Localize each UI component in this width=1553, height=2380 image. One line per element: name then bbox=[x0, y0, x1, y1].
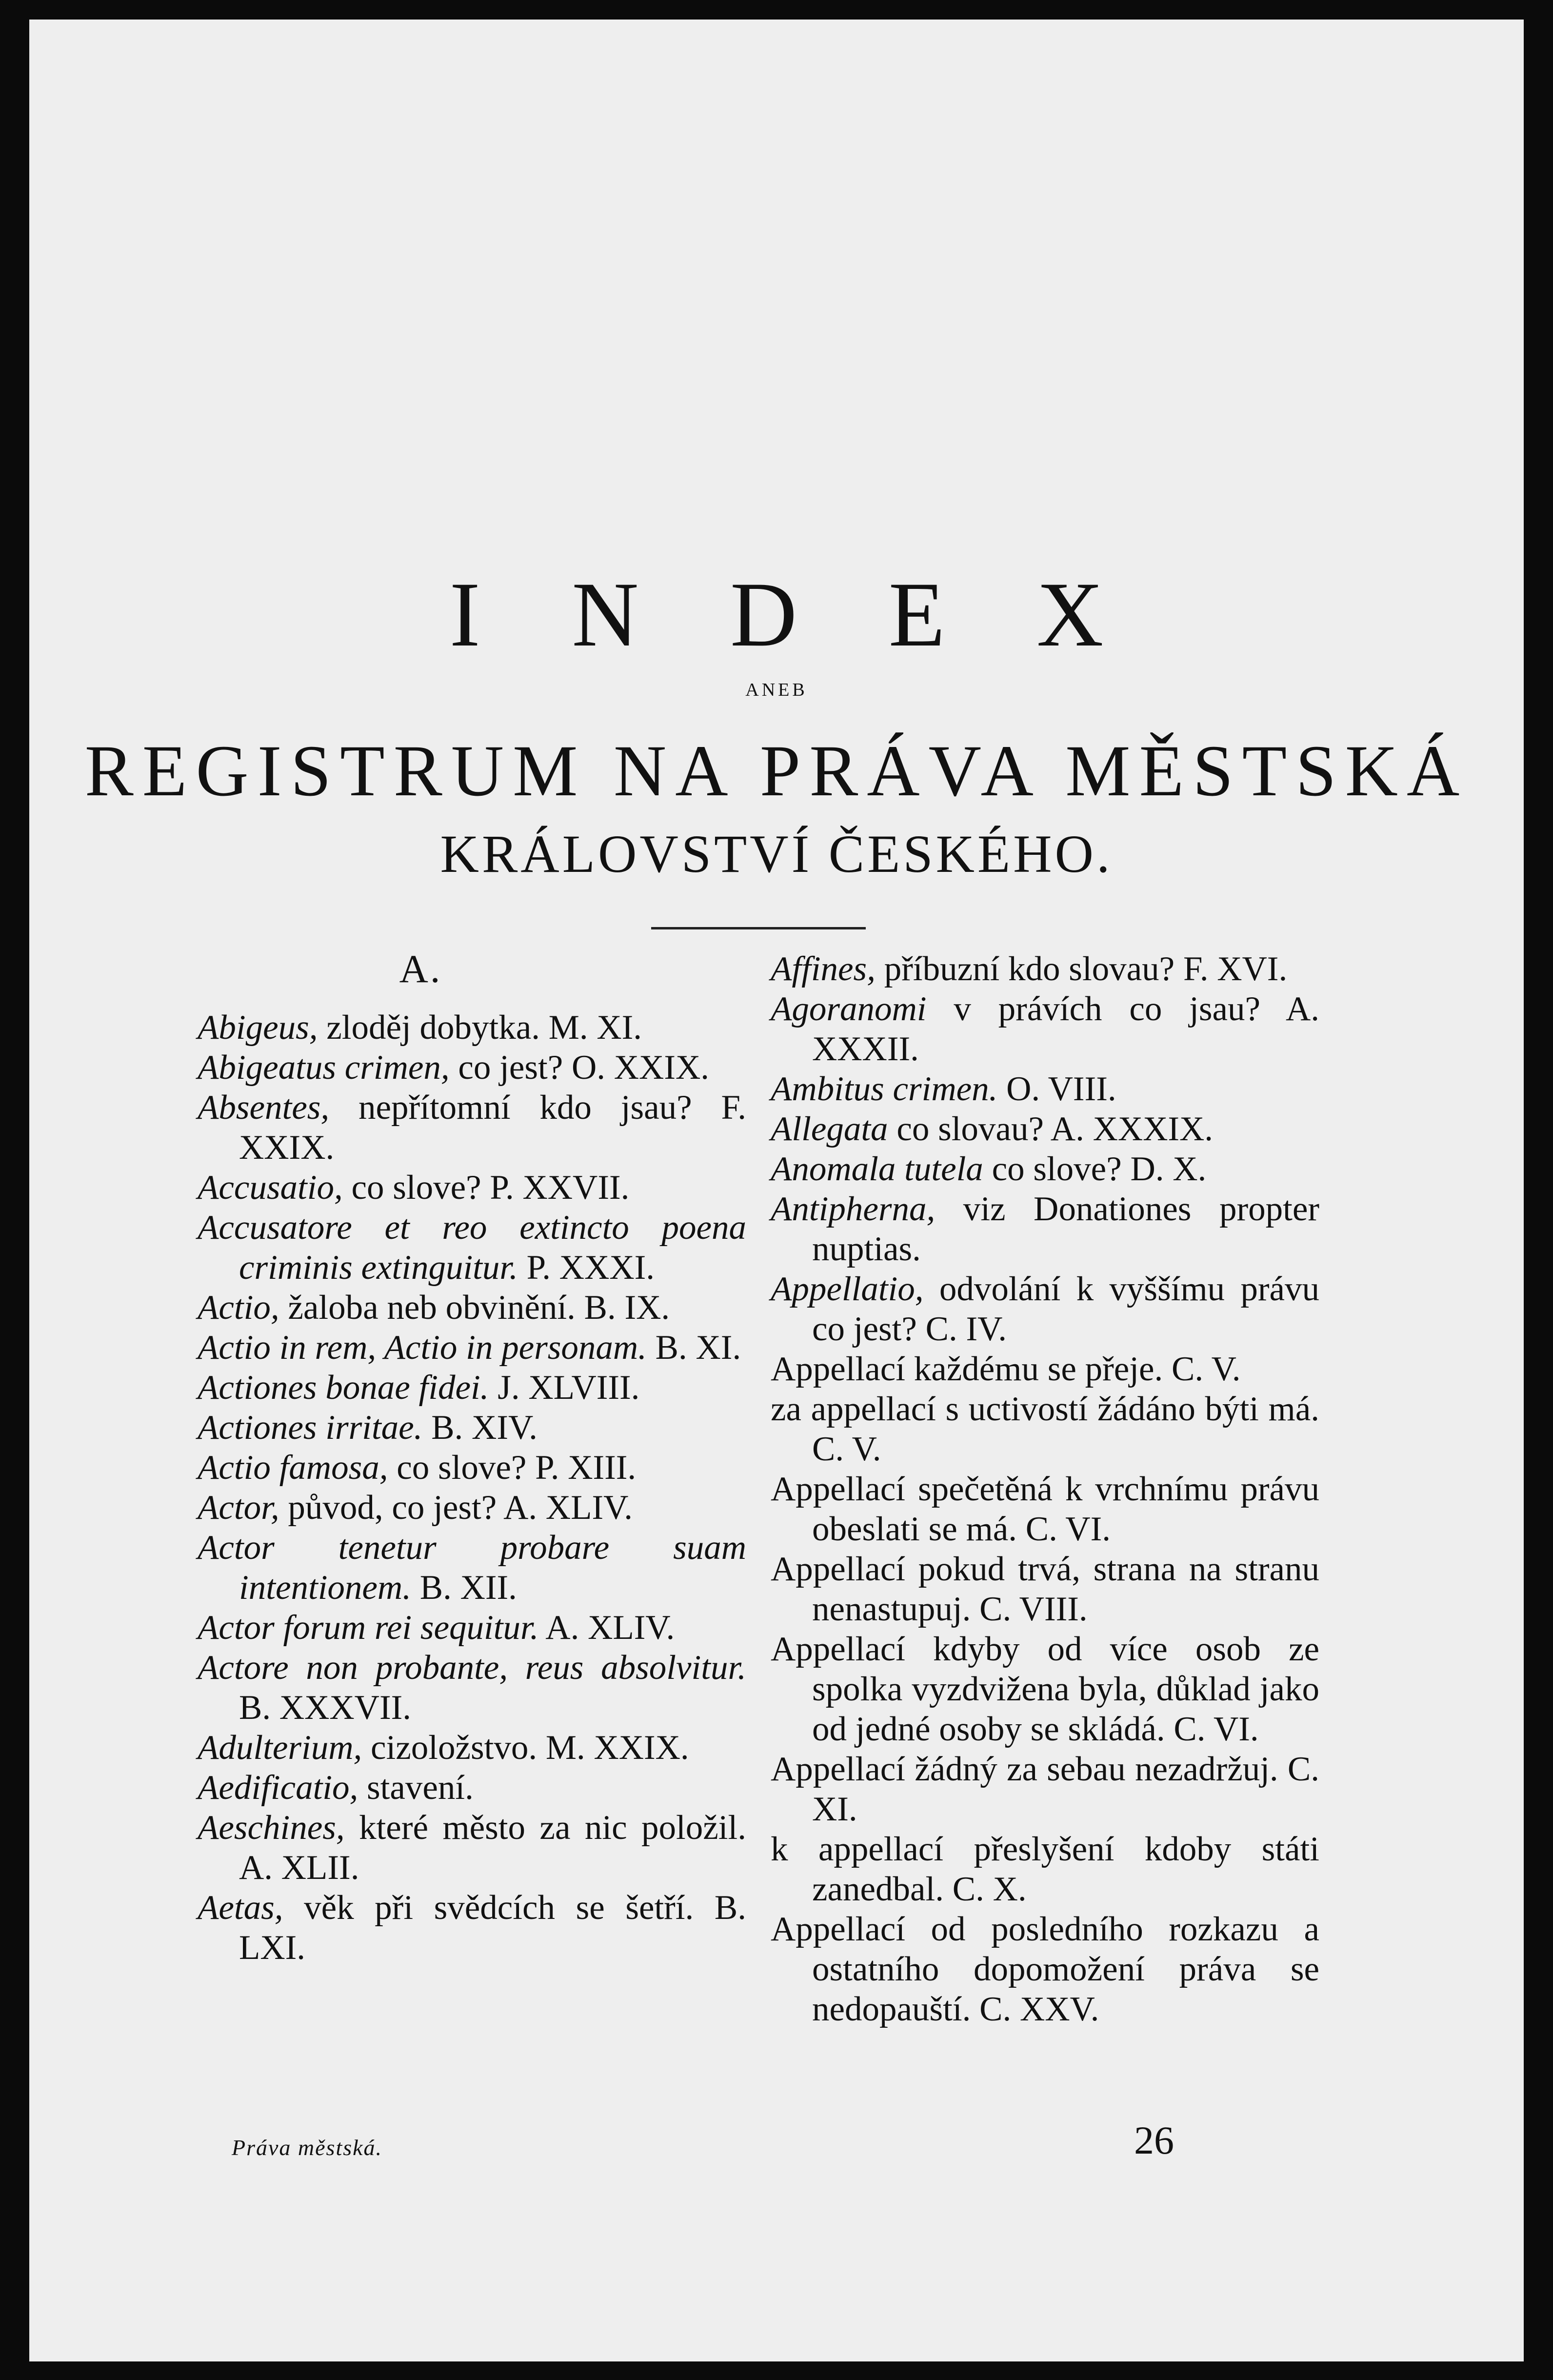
entry-term: Ambitus crimen. bbox=[771, 1070, 998, 1108]
entry-text: za appellací s uctivostí žádáno býti má. C. V. bbox=[771, 1390, 1319, 1468]
index-entry bbox=[771, 1349, 1319, 1389]
entry-term: Anomala tutela bbox=[771, 1150, 983, 1188]
index-entry bbox=[198, 1648, 746, 1728]
index-entry bbox=[771, 1269, 1319, 1349]
index-entry bbox=[771, 1549, 1319, 1629]
index-entry bbox=[771, 1629, 1319, 1749]
right-column bbox=[771, 949, 1319, 2029]
entry-text: co slove? P. XIII. bbox=[388, 1449, 637, 1487]
index-entry bbox=[771, 1909, 1319, 2029]
footer-signature: Práva městská. bbox=[232, 2135, 383, 2160]
entry-term: Actio in rem, Actio in personam. bbox=[198, 1329, 647, 1367]
entry-text: Appellací žádný za sebau nezadržuj. C. XI. bbox=[771, 1750, 1319, 1828]
index-entry bbox=[198, 1808, 746, 1888]
entry-term: Actore non probante, reus absolvitur. bbox=[198, 1649, 746, 1687]
index-entry bbox=[198, 1448, 746, 1488]
entry-text: A. XLIV. bbox=[538, 1609, 675, 1647]
entry-text: které město za nic položil. A. XLII. bbox=[239, 1809, 746, 1887]
index-entry bbox=[198, 1368, 746, 1408]
entry-text: Appellací spečetěná k vrchnímu právu obeslati se má. C. VI. bbox=[771, 1470, 1319, 1548]
entry-term: Affines, bbox=[771, 950, 876, 988]
index-entry bbox=[198, 1728, 746, 1768]
entry-text: k appellací přeslyšení kdoby státi zanedbal. C. X. bbox=[771, 1830, 1319, 1908]
index-entry bbox=[198, 1488, 746, 1528]
index-entry bbox=[771, 1149, 1319, 1189]
index-entry bbox=[771, 989, 1319, 1069]
entry-term: Aedificatio, bbox=[198, 1769, 358, 1807]
entry-text: cizoložstvo. M. XXIX. bbox=[362, 1729, 689, 1767]
index-entry bbox=[771, 1389, 1319, 1469]
index-entry bbox=[771, 1069, 1319, 1109]
index-entry bbox=[198, 1008, 746, 1048]
entry-text: B. XIV. bbox=[422, 1409, 538, 1447]
entry-text: Appellací pokud trvá, strana na stranu nenastupuj. C. VIII. bbox=[771, 1550, 1319, 1628]
entry-text: původ, co jest? A. XLIV. bbox=[279, 1489, 633, 1527]
index-entry bbox=[198, 1048, 746, 1088]
entry-text: příbuzní kdo slovau? F. XVI. bbox=[875, 950, 1288, 988]
index-entry bbox=[198, 1768, 746, 1808]
entry-term: Accusatore et reo extincto poena criminis extinguitur. bbox=[198, 1209, 746, 1287]
entry-term: Actor, bbox=[198, 1489, 279, 1527]
entry-text: věk při svědcích se šetří. B. LXI. bbox=[239, 1889, 746, 1967]
entry-text: zloděj dobytka. M. XI. bbox=[318, 1008, 642, 1047]
index-entry bbox=[771, 1829, 1319, 1909]
index-entry bbox=[771, 1189, 1319, 1269]
entry-text: nepřítomní kdo jsau? F. XXIX. bbox=[239, 1089, 746, 1167]
entry-term: Aetas, bbox=[198, 1889, 283, 1927]
entry-term: Absentes, bbox=[198, 1089, 330, 1127]
index-entry bbox=[198, 1288, 746, 1328]
entry-text: co slovau? A. XXXIX. bbox=[888, 1110, 1214, 1148]
entry-term: Actor tenetur probare suam intentionem. bbox=[198, 1529, 746, 1607]
index-entry bbox=[198, 1088, 746, 1168]
entry-term: Abigeatus crimen, bbox=[198, 1049, 450, 1087]
entry-text: co slove? D. X. bbox=[983, 1150, 1207, 1188]
entry-text: žaloba neb obvinění. B. IX. bbox=[279, 1289, 670, 1327]
entry-text: O. VIII. bbox=[997, 1070, 1116, 1108]
index-entry bbox=[198, 1168, 746, 1208]
right-entry-list bbox=[771, 949, 1319, 2029]
entry-text: odvolání k vyššímu právu co jest? C. IV. bbox=[812, 1270, 1319, 1348]
entry-text: J. XLVIII. bbox=[489, 1369, 640, 1407]
subtitle-registrum: REGISTRUM NA PRÁVA MĚSTSKÁ bbox=[84, 730, 1469, 811]
book-page bbox=[29, 20, 1524, 2361]
entry-term: Actio, bbox=[198, 1289, 279, 1327]
entry-term: Appellatio, bbox=[771, 1270, 924, 1308]
entry-term: Adulterium, bbox=[198, 1729, 362, 1767]
entry-text: co jest? O. XXIX. bbox=[449, 1049, 709, 1087]
index-entry bbox=[771, 1469, 1319, 1549]
subtitle-kralovstvi: KRÁLOVSTVÍ ČESKÉHO. bbox=[440, 824, 1113, 884]
entry-term: Actiones irritae. bbox=[198, 1409, 423, 1447]
subtitle-aneb: ANEB bbox=[745, 680, 808, 700]
entry-term: Actor forum rei sequitur. bbox=[198, 1609, 539, 1647]
index-entry bbox=[771, 1749, 1319, 1829]
entry-text: stavení. bbox=[358, 1769, 474, 1807]
entry-text: B. XXXVII. bbox=[239, 1689, 411, 1727]
entry-term: Actiones bonae fidei. bbox=[198, 1369, 489, 1407]
index-entry bbox=[198, 1528, 746, 1608]
entry-text: Appellací od posledního rozkazu a ostatního dopomožení práva se nedopauští. C. XXV. bbox=[771, 1910, 1319, 2028]
entry-text: P. XXXI. bbox=[518, 1249, 655, 1287]
entry-text: B. XI. bbox=[646, 1329, 741, 1367]
left-column bbox=[198, 949, 746, 1968]
index-entry bbox=[198, 1408, 746, 1448]
section-letter: A. bbox=[399, 947, 442, 991]
entry-text: co slove? P. XXVII. bbox=[342, 1169, 630, 1207]
entry-term: Abigeus, bbox=[198, 1008, 318, 1047]
page-title: I N D E X bbox=[449, 564, 1138, 666]
entry-term: Antipherna, bbox=[771, 1190, 936, 1228]
index-entry bbox=[198, 1328, 746, 1368]
index-entry bbox=[198, 1608, 746, 1648]
entry-term: Agoranomi bbox=[771, 990, 927, 1028]
index-entry bbox=[198, 1208, 746, 1288]
entry-text: Appellací kdyby od více osob ze spolka vyzdvižena byla, důklad jako od jedné osoby se skládá. C. VI. bbox=[771, 1630, 1319, 1748]
index-entry bbox=[198, 1888, 746, 1968]
page-number: 26 bbox=[1134, 2118, 1174, 2162]
entry-term: Actio famosa, bbox=[198, 1449, 388, 1487]
entry-term: Allegata bbox=[771, 1110, 888, 1148]
entry-text: Appellací každému se přeje. C. V. bbox=[771, 1350, 1241, 1388]
entry-term: Aeschines, bbox=[198, 1809, 345, 1847]
divider-rule bbox=[651, 927, 866, 929]
index-entry bbox=[771, 1109, 1319, 1149]
entry-term: Accusatio, bbox=[198, 1169, 343, 1207]
left-entry-list bbox=[198, 1008, 746, 1968]
index-entry bbox=[771, 949, 1319, 989]
entry-text: B. XII. bbox=[411, 1569, 517, 1607]
entry-text: v právích co jsau? A. XXXII. bbox=[812, 990, 1319, 1068]
entry-text: viz Donationes propter nuptias. bbox=[812, 1190, 1319, 1268]
